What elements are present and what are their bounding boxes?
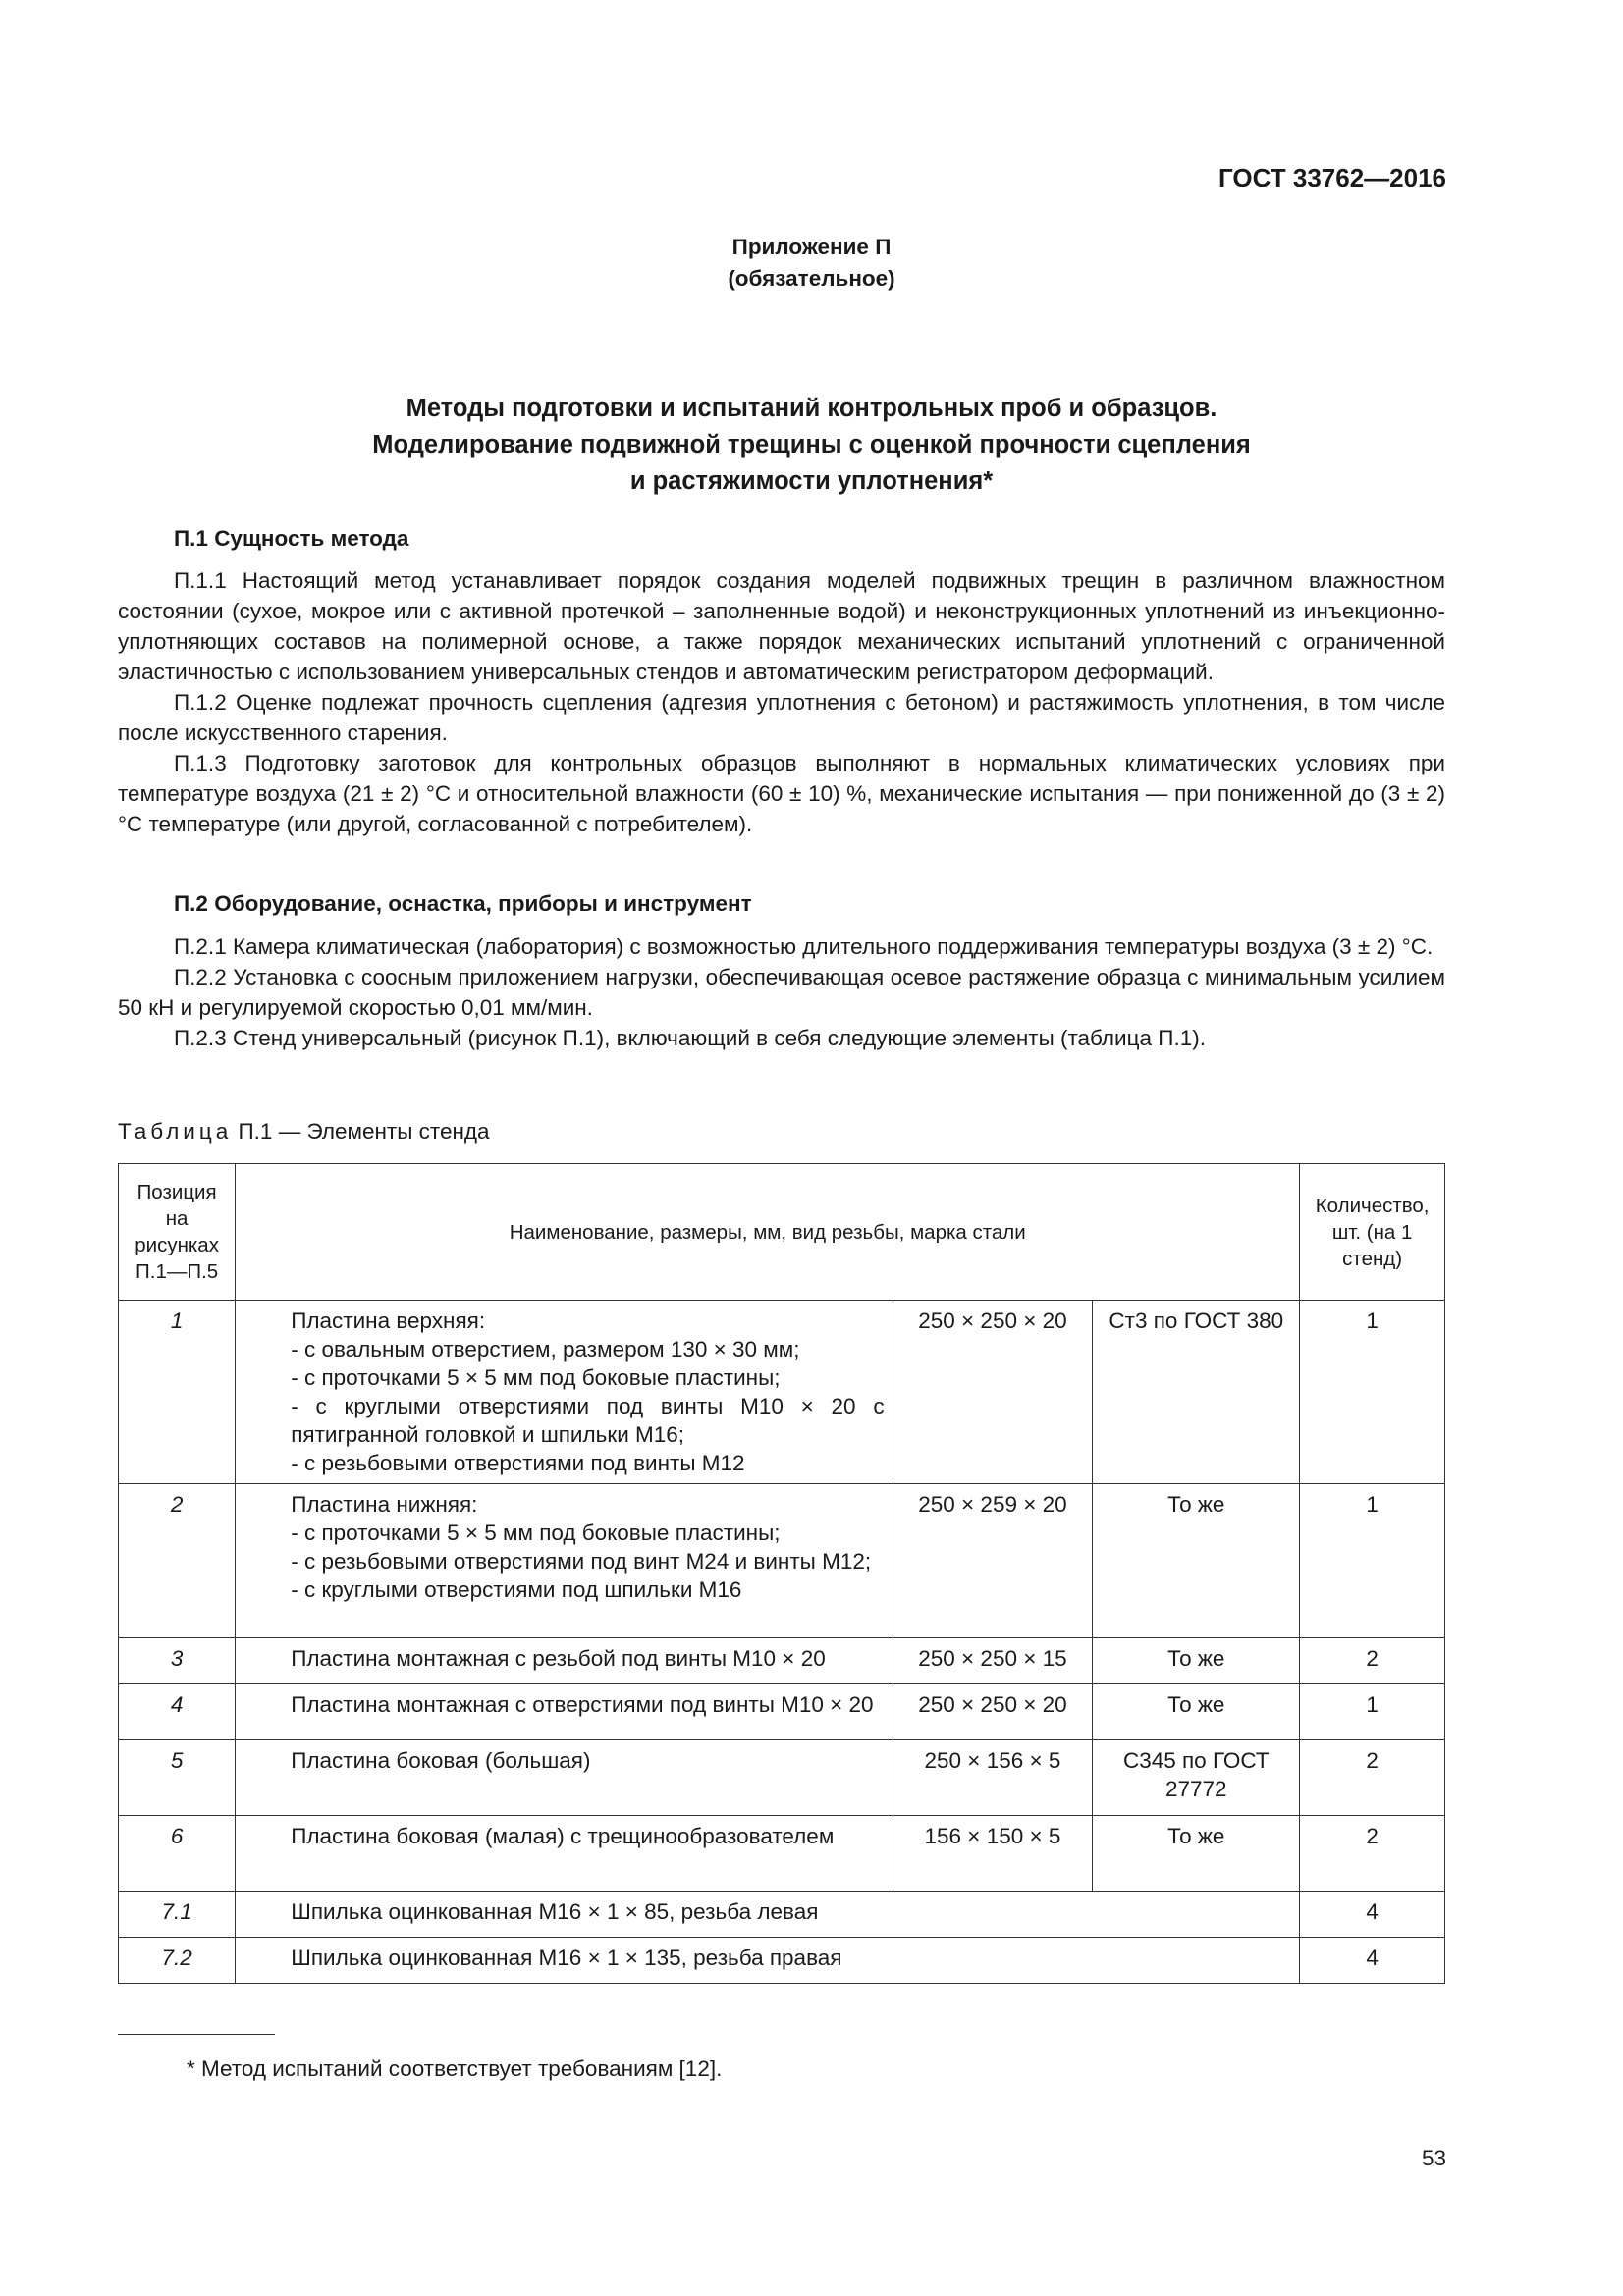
cell-name-subitem: - с проточками 5 × 5 мм под боковые пластины; [291, 1521, 781, 1545]
cell-quantity: 1 [1300, 1301, 1445, 1484]
table-row [119, 1816, 1445, 1892]
header-quantity: Количество, шт. (на 1 стенд) [1300, 1164, 1445, 1301]
paragraph-p-1-1: П.1.1 Настоящий метод устанавливает порядок создания моделей подвижных трещин в различном влажностном состоянии (сухое, мокрое или с активной протечкой – заполненные водой) и неконструкционных уплотнений из инъекционно-уплотняющих составов на полимерной основе, а также порядок механических испытаний уплотнений с ограниченной эластичностью с использованием универсальных стендов и автоматическим регистратором деформаций. [118, 568, 1445, 684]
cell-quantity: 1 [1300, 1484, 1445, 1638]
footnote: * Метод испытаний соответствует требованиям [12]. [187, 2056, 723, 2081]
cell-position: 6 [119, 1816, 236, 1892]
header-position: Позиция на рисунках П.1—П.5 [119, 1164, 236, 1301]
cell-name-subitem: - с проточками 5 × 5 мм под боковые пластины; [291, 1365, 781, 1390]
cell-quantity: 2 [1300, 1740, 1445, 1816]
table-caption-text: П.1 — Элементы стенда [238, 1119, 490, 1144]
table-caption-word: Таблица [118, 1119, 233, 1144]
table-caption [118, 1119, 490, 1145]
cell-name-line: Шпилька оцинкованная М16 × 1 × 135, резьба правая [291, 1946, 842, 1970]
cell-steel-grade: То же [1093, 1638, 1300, 1684]
cell-name-line: Пластина нижняя: [291, 1492, 478, 1517]
appendix-status: (обязательное) [728, 266, 895, 291]
cell-name-line: Пластина боковая (малая) с трещинообразователем [291, 1824, 835, 1848]
cell-name-subitem: - с круглыми отверстиями под шпильки М16 [291, 1577, 742, 1602]
table-body [119, 1301, 1445, 1984]
table-row [119, 1740, 1445, 1816]
cell-name [236, 1301, 893, 1484]
appendix-heading [0, 232, 1623, 294]
cell-quantity: 1 [1300, 1684, 1445, 1740]
cell-name [236, 1740, 893, 1816]
cell-name-line: Пластина монтажная с резьбой под винты М10 × 20 [291, 1646, 826, 1671]
header-name: Наименование, размеры, мм, вид резьбы, марка стали [236, 1164, 1300, 1301]
table-row [119, 1892, 1445, 1938]
appendix-title: Приложение П [731, 235, 892, 259]
cell-name [236, 1938, 1300, 1984]
cell-size: 250 × 250 × 20 [893, 1301, 1093, 1484]
paragraph-p-2-2: П.2.2 Установка с соосным приложением нагрузки, обеспечивающая осевое растяжение образца с минимальным усилием 50 кН и регулируемой скоростью 0,01 мм/мин. [118, 965, 1445, 1020]
paragraph-p-1-2: П.1.2 Оценке подлежат прочность сцепления (адгезия уплотнения с бетоном) и растяжимость уплотнения, в том числе после искусственного старения. [118, 690, 1445, 745]
cell-position: 5 [119, 1740, 236, 1816]
cell-size: 250 × 250 × 15 [893, 1638, 1093, 1684]
cell-name-subitem: - с овальным отверстием, размером 130 × 30 мм; [291, 1337, 800, 1362]
title-line-1: Методы подготовки и испытаний контрольных проб и образцов. [406, 395, 1217, 422]
cell-position: 1 [119, 1301, 236, 1484]
page-number: 53 [1421, 2146, 1446, 2170]
section-1 [118, 523, 1445, 839]
cell-quantity: 4 [1300, 1938, 1445, 1984]
cell-name [236, 1484, 893, 1638]
cell-name-subitem: - с резьбовыми отверстиями под винты М12 [291, 1451, 745, 1475]
cell-quantity: 2 [1300, 1638, 1445, 1684]
cell-position: 2 [119, 1484, 236, 1638]
cell-name-subitem: - с круглыми отверстиями под винты М10 × 20 с пятигранной головкой и шпильки М16; [291, 1394, 885, 1447]
title-line-3: и растяжимости уплотнения* [629, 467, 994, 495]
appendix-main-title [0, 391, 1623, 500]
cell-size: 250 × 156 × 5 [893, 1740, 1093, 1816]
cell-position: 7.1 [119, 1892, 236, 1938]
cell-name [236, 1892, 1300, 1938]
cell-name-subitem: - с резьбовыми отверстиями под винт М24 и винты М12; [291, 1549, 872, 1574]
cell-name [236, 1816, 893, 1892]
paragraph-p-2-1: П.2.1 Камера климатическая (лаборатория) с возможностью длительного поддерживания температуры воздуха (3 ± 2) °С. [174, 934, 1434, 959]
cell-size: 250 × 250 × 20 [893, 1684, 1093, 1740]
table-row [119, 1938, 1445, 1984]
cell-size: 250 × 259 × 20 [893, 1484, 1093, 1638]
cell-steel-grade: То же [1093, 1684, 1300, 1740]
cell-quantity: 4 [1300, 1892, 1445, 1938]
cell-steel-grade: Ст3 по ГОСТ 380 [1093, 1301, 1300, 1484]
cell-quantity: 2 [1300, 1816, 1445, 1892]
cell-position: 7.2 [119, 1938, 236, 1984]
cell-name-line: Пластина боковая (большая) [291, 1748, 591, 1773]
cell-name-line: Шпилька оцинкованная М16 × 1 × 85, резьба левая [291, 1899, 819, 1924]
table-row [119, 1684, 1445, 1740]
section-2 [118, 888, 1445, 1053]
cell-position: 4 [119, 1684, 236, 1740]
elements-table [118, 1163, 1445, 1984]
cell-name [236, 1638, 893, 1684]
document-code: ГОСТ 33762—2016 [1218, 163, 1446, 192]
section-2-heading: П.2 Оборудование, оснастка, приборы и инструмент [174, 891, 752, 916]
section-1-heading: П.1 Сущность метода [174, 526, 409, 551]
title-line-2: Моделирование подвижной трещины с оценкой прочности сцепления [372, 431, 1251, 458]
table-header-row [119, 1164, 1445, 1301]
table-row [119, 1484, 1445, 1638]
cell-steel-grade: То же [1093, 1484, 1300, 1638]
table-row [119, 1301, 1445, 1484]
cell-name-line: Пластина верхняя: [291, 1308, 486, 1333]
cell-name [236, 1684, 893, 1740]
footnote-divider [118, 2034, 275, 2035]
paragraph-p-2-3: П.2.3 Стенд универсальный (рисунок П.1), включающий в себя следующие элементы (таблица П.1). [174, 1026, 1206, 1050]
cell-steel-grade: С345 по ГОСТ 27772 [1093, 1740, 1300, 1816]
cell-name-line: Пластина монтажная с отверстиями под винты М10 × 20 [291, 1692, 874, 1717]
cell-position: 3 [119, 1638, 236, 1684]
paragraph-p-1-3: П.1.3 Подготовку заготовок для контрольных образцов выполняют в нормальных климатических условиях при температуре воздуха (21 ± 2) °С и относительной влажности (60 ± 10) %, механические испытания — при пониженной до (3 ± 2) °С температуре (или другой, согласованной с потребителем). [118, 751, 1445, 836]
cell-steel-grade: То же [1093, 1816, 1300, 1892]
cell-size: 156 × 150 × 5 [893, 1816, 1093, 1892]
table-row [119, 1638, 1445, 1684]
